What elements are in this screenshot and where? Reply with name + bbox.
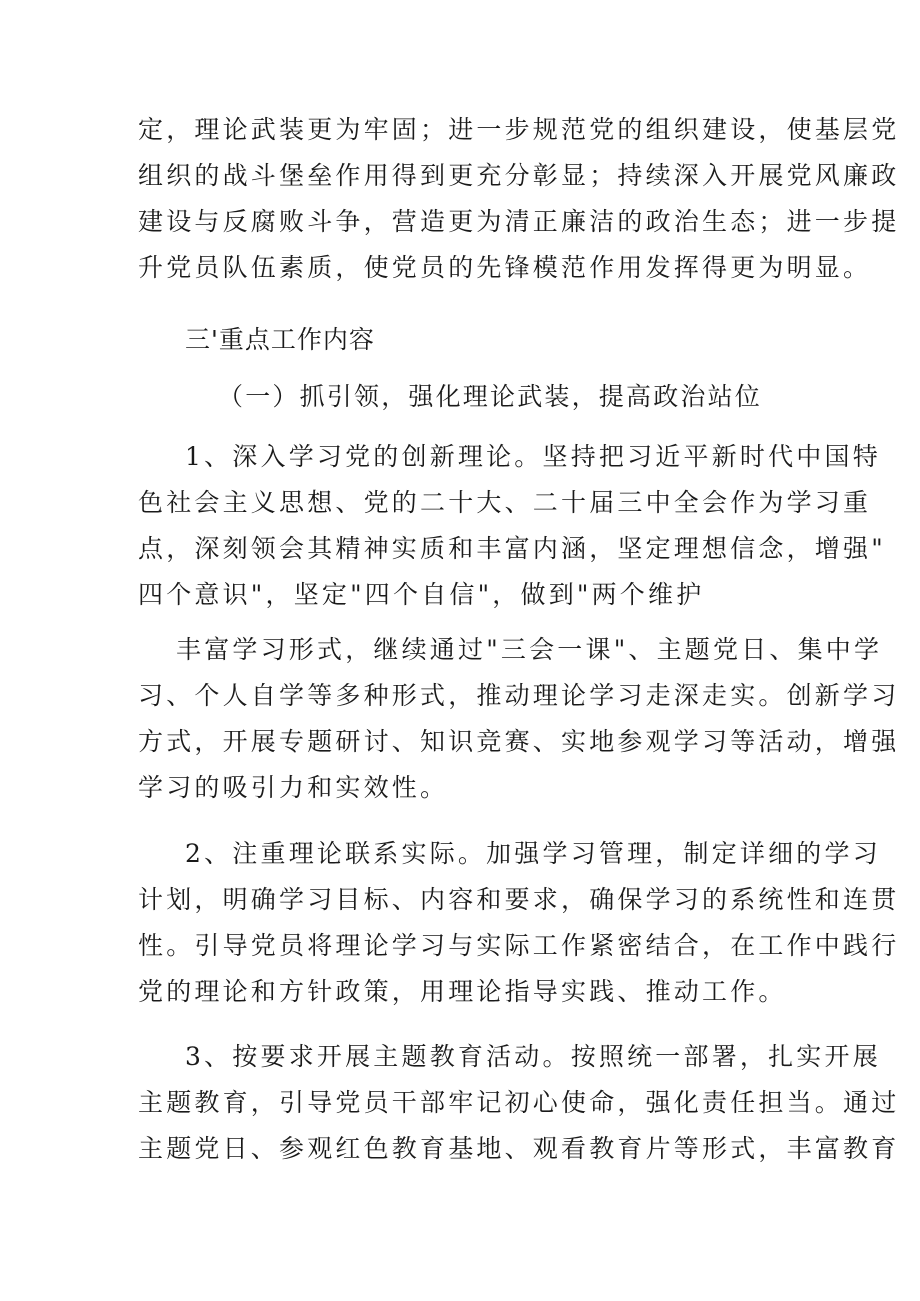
- item3-line-1: 3、按要求开展主题教育活动。按照统一部署，扎实开展: [185, 1042, 881, 1071]
- item2-line-2: 计划，明确学习目标、内容和要求，确保学习的系统性和连贯: [138, 885, 900, 914]
- item1-line-2: 色社会主义思想、党的二十大、二十届三中全会作为学习重: [138, 488, 872, 517]
- item1b-line-4: 学习的吸引力和实效性。: [138, 773, 449, 802]
- item2-line-1: 2、注重理论联系实际。加强学习管理，制定详细的学习: [185, 839, 881, 868]
- intro-line-3: 建设与反腐败斗争，营造更为清正廉洁的政治生态；进一步提: [138, 207, 900, 236]
- item2-line-4: 党的理论和方针政策，用理论指导实践、推动工作。: [138, 977, 787, 1006]
- intro-line-2: 组织的战斗堡垒作用得到更充分彰显；持续深入开展党风廉政: [138, 161, 900, 190]
- item2-line-3: 性。引导党员将理论学习与实际工作紧密结合，在工作中践行: [138, 931, 900, 960]
- item3-line-3: 主题党日、参观红色教育基地、观看教育片等形式，丰富教育: [138, 1134, 900, 1163]
- intro-line-4: 升党员队伍素质，使党员的先锋模范作用发挥得更为明显。: [138, 253, 872, 282]
- item1b-line-2: 习、个人自学等多种形式，推动理论学习走深走实。创新学习: [138, 681, 900, 710]
- item1-line-3: 点，深刻领会其精神实质和丰富内涵，坚定理想信念，增强": [138, 534, 886, 563]
- item3-line-2: 主题教育，引导党员干部牢记初心使命，强化责任担当。通过: [138, 1088, 900, 1117]
- intro-line-1: 定，理论武装更为牢固；进一步规范党的组织建设，使基层党: [138, 115, 900, 144]
- item1-line-1: 1、深入学习党的创新理论。坚持把习近平新时代中国特: [185, 442, 881, 471]
- subheading: （一）抓引领，强化理论武装，提高政治站位: [218, 382, 763, 411]
- item1-line-4: 四个意识"，坚定"四个自信"，做到"两个维护: [138, 580, 705, 609]
- item1b-line-3: 方式，开展专题研讨、知识竞赛、实地参观学习等活动，增强: [138, 727, 900, 756]
- section-heading: 三'重点工作内容: [185, 325, 375, 354]
- item1b-line-1: 丰富学习形式，继续通过"三会一课"、主题党日、集中学: [176, 635, 883, 664]
